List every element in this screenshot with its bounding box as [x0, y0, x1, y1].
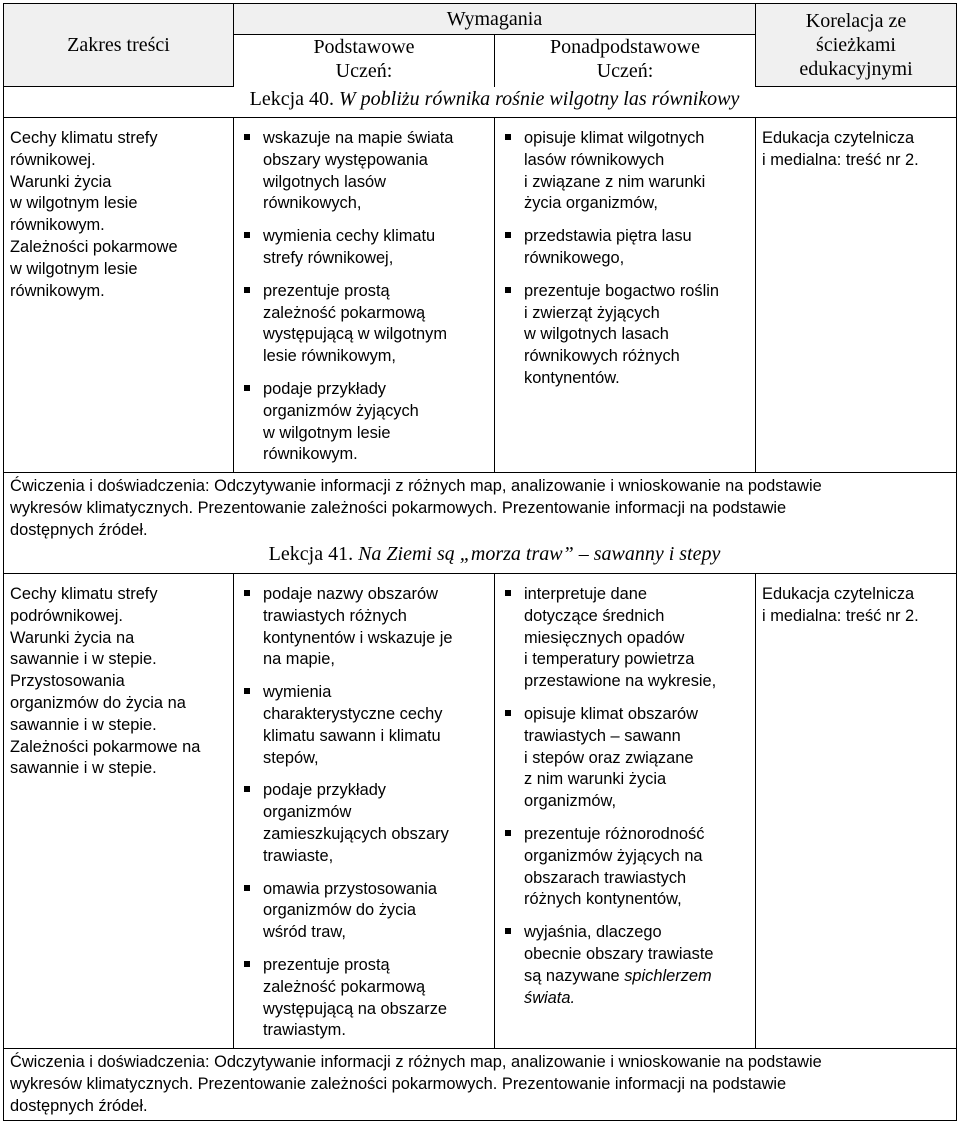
header-ponadpodstawowe-line: Uczeń: [596, 60, 654, 82]
requirement-line: dotyczące średnich [524, 606, 665, 625]
requirement-line: i zwierząt żyjących [524, 303, 660, 322]
lesson-title-spacer [756, 87, 957, 118]
lesson-number: Lekcja 40. [249, 87, 335, 110]
requirement-line: przestawione na wykresie, [524, 672, 717, 691]
header-wymagania [234, 4, 756, 35]
bullet-square-icon [244, 134, 250, 140]
zakres-tresci-cell [4, 118, 234, 473]
requirement-item [240, 128, 488, 215]
requirement-line: życia organizmów, [524, 194, 658, 213]
bullet-square-icon [505, 287, 511, 293]
header-zakres-label: Zakres treści [67, 34, 170, 56]
korelacja-cell [756, 574, 957, 1049]
requirement-item [240, 780, 488, 867]
requirement-item [501, 128, 749, 215]
bullet-square-icon [244, 786, 250, 792]
header-korelacja-line: Korelacja ze [805, 10, 907, 32]
zakres-line: równikowym. [10, 216, 105, 235]
header-podstawowe [234, 35, 495, 87]
ponadpodstawowe-cell [495, 118, 756, 473]
korelacja-line: i medialna: treść nr 2. [762, 150, 919, 169]
zakres-line: sawannie i w stepie. [10, 715, 157, 734]
requirement-line: lesie równikowym, [263, 347, 396, 366]
requirement-item [240, 281, 488, 368]
bullet-square-icon [244, 885, 250, 891]
requirement-line: z nim warunki życia [524, 770, 667, 789]
zakres-line: sawannie i w stepie. [10, 650, 157, 669]
zakres-line: Cechy klimatu strefy [10, 585, 158, 604]
exercises-line: Ćwiczenia i doświadczenia: Odczytywanie informacji z różnych map, analizowanie i wnioskowanie na podstawie [10, 1053, 822, 1072]
ponadpodstawowe-cell [495, 574, 756, 1049]
requirement-line: występującą na obszarze [263, 999, 448, 1018]
requirement-line: wymienia [263, 683, 332, 702]
requirement-item [240, 379, 488, 466]
bullet-square-icon [505, 232, 511, 238]
requirement-line: obszarach trawiastych [524, 868, 687, 887]
lesson-content-row [4, 574, 957, 1049]
requirement-item [501, 824, 749, 911]
exercises-cell [4, 1049, 957, 1120]
lesson-title [234, 87, 756, 118]
requirement-line: omawia przystosowania [263, 879, 437, 898]
requirement-item [501, 704, 749, 813]
requirement-line: klimatu sawann i klimatu [263, 726, 441, 745]
lesson-content-row [4, 118, 957, 473]
requirement-line: lasów równikowych [524, 150, 665, 169]
bullet-square-icon [505, 710, 511, 716]
requirement-line: są nazywane spichlerzem [524, 966, 712, 985]
zakres-line: Przystosowania [10, 672, 125, 691]
header-korelacja [756, 4, 957, 87]
korelacja-line: Edukacja czytelnicza [762, 585, 915, 604]
requirement-line: podaje nazwy obszarów [263, 585, 438, 604]
requirement-item [240, 682, 488, 769]
requirement-line: i temperatury powietrza [524, 650, 695, 669]
requirement-line: wśród traw, [263, 923, 346, 942]
bullet-square-icon [505, 830, 511, 836]
requirement-line: wskazuje na mapie świata [263, 129, 454, 147]
exercises-line: dostępnych źródeł. [10, 1096, 148, 1115]
zakres-line: Zależności pokarmowe [10, 237, 178, 256]
lesson-title [234, 544, 756, 574]
requirement-line: organizmów żyjących [263, 401, 419, 420]
requirement-item [240, 584, 488, 671]
requirement-line: równikowych różnych [524, 347, 680, 366]
podstawowe-cell [234, 118, 495, 473]
header-row-1 [4, 4, 957, 35]
requirement-line: równikowym. [263, 445, 358, 464]
zakres-line: Zależności pokarmowe na [10, 737, 201, 756]
requirement-line: i związane z nim warunki [524, 172, 706, 191]
header-podstawowe-line: Uczeń: [335, 60, 393, 82]
podstawowe-cell [234, 574, 495, 1049]
ponadpodstawowe-list [495, 574, 755, 1015]
requirement-item [501, 281, 749, 390]
requirement-line: organizmów [263, 803, 352, 822]
requirement-line: organizmów do życia [263, 901, 417, 920]
exercises-line: dostępnych źródeł. [10, 520, 148, 539]
lesson-title-row [4, 544, 957, 574]
requirement-item [240, 226, 488, 270]
bullet-square-icon [505, 928, 511, 934]
bullet-square-icon [244, 961, 250, 967]
bullet-square-icon [244, 688, 250, 694]
requirement-item [240, 955, 488, 1042]
requirement-item [501, 922, 749, 1009]
header-ponadpodstawowe [495, 35, 756, 87]
requirement-line: różnych kontynentów, [524, 890, 682, 909]
requirement-line: organizmów, [524, 792, 617, 811]
lesson-topic: W pobliżu równika rośnie wilgotny las równikowy [339, 87, 740, 110]
zakres-line: w wilgotnym lesie [10, 259, 138, 278]
zakres-line: równikowym. [10, 281, 105, 300]
exercises-line: wykresów klimatycznych. Prezentowanie zależności pokarmowych. Prezentowanie informacji na podstawie [10, 1074, 787, 1093]
requirement-line: zależność pokarmową [263, 977, 426, 996]
requirement-line: opisuje klimat obszarów [524, 705, 698, 724]
requirement-line: wymienia cechy klimatu [263, 227, 436, 246]
zakres-line: równikowej. [10, 150, 96, 169]
zakres-tresci-cell [4, 574, 234, 1049]
zakres-line: Warunki życia [10, 172, 112, 191]
zakres-line: podrównikowej. [10, 606, 123, 625]
requirement-line: występującą w wilgotnym [263, 325, 448, 344]
header-zakres [4, 4, 234, 87]
requirement-item [501, 226, 749, 270]
podstawowe-list [234, 118, 494, 472]
exercises-row [4, 1049, 957, 1120]
bullet-square-icon [244, 287, 250, 293]
korelacja-line: Edukacja czytelnicza [762, 129, 915, 147]
requirement-line: równikowego, [524, 248, 625, 267]
requirement-line: prezentuje bogactwo roślin [524, 281, 719, 300]
lesson-title-spacer [4, 87, 234, 118]
requirement-line: trawiastych – sawann [524, 726, 681, 745]
lesson-number: Lekcja 41. [268, 542, 354, 565]
requirement-line: charakterystyczne cechy [263, 705, 443, 724]
lesson-title-spacer [756, 544, 957, 574]
bullet-square-icon [244, 590, 250, 596]
requirement-line: zamieszkujących obszary [263, 825, 449, 844]
header-korelacja-line: ścieżkami [816, 34, 896, 56]
zakres-line: sawannie i w stepie. [10, 759, 157, 778]
requirement-line: obecnie obszary trawiaste [524, 945, 714, 963]
requirement-line: prezentuje prostą [263, 281, 390, 300]
requirement-line: prezentuje różnorodność [524, 825, 705, 844]
requirement-line: kontynentów i wskazuje je [263, 628, 453, 647]
lesson-topic: Na Ziemi są „morza traw” – sawanny i stepy [358, 542, 721, 565]
exercises-row [4, 473, 957, 544]
bullet-square-icon [244, 385, 250, 391]
zakres-line: Cechy klimatu strefy [10, 129, 158, 147]
requirement-line: na mapie, [263, 650, 335, 669]
curriculum-table [3, 3, 957, 1121]
exercises-cell [4, 473, 957, 544]
requirement-line: podaje przykłady [263, 781, 387, 800]
requirement-line: strefy równikowej, [263, 248, 394, 267]
requirement-line: trawiaste, [263, 846, 334, 865]
korelacja-cell [756, 118, 957, 473]
header-korelacja-line: edukacyjnymi [799, 58, 913, 80]
requirement-line: w wilgotnym lesie [263, 423, 391, 442]
requirement-line: interpretuje dane [524, 585, 648, 604]
requirement-line: podaje przykłady [263, 379, 387, 398]
header-ponadpodstawowe-line: Ponadpodstawowe [550, 36, 700, 58]
zakres-line: organizmów do życia na [10, 694, 186, 713]
requirement-item [501, 584, 749, 693]
requirement-line: i stepów oraz związane [524, 748, 694, 767]
requirement-line: prezentuje prostą [263, 956, 390, 974]
bullet-square-icon [505, 134, 511, 140]
zakres-line: w wilgotnym lesie [10, 194, 138, 213]
requirement-line: kontynentów. [524, 368, 620, 387]
requirement-line: zależność pokarmową [263, 303, 426, 322]
lesson-title-spacer [4, 544, 234, 574]
bullet-square-icon [505, 590, 511, 596]
requirement-line: trawiastym. [263, 1021, 346, 1040]
bullet-square-icon [244, 232, 250, 238]
podstawowe-list [234, 574, 494, 1048]
requirement-line: trawiastych różnych [263, 606, 407, 625]
exercises-line: wykresów klimatycznych. Prezentowanie zależności pokarmowych. Prezentowanie informacji na podstawie [10, 498, 787, 517]
requirement-line: wyjaśnia, dlaczego [524, 923, 662, 942]
requirement-line: opisuje klimat wilgotnych [524, 129, 705, 147]
header-podstawowe-line: Podstawowe [313, 36, 415, 58]
requirement-line: w wilgotnych lasach [524, 325, 669, 344]
requirement-line: przedstawia piętra lasu [524, 227, 692, 246]
exercises-line: Ćwiczenia i doświadczenia: Odczytywanie informacji z różnych map, analizowanie i wnioskowanie na podstawie [10, 477, 822, 496]
requirement-line: równikowych, [263, 194, 362, 213]
requirement-line: stepów, [263, 748, 319, 767]
header-wymagania-label: Wymagania [446, 8, 543, 30]
lesson-title-row [4, 87, 957, 118]
requirement-line: obszary występowania [263, 150, 428, 169]
ponadpodstawowe-list [495, 118, 755, 396]
requirement-line: świata. [524, 988, 576, 1007]
requirement-line: miesięcznych opadów [524, 628, 685, 647]
korelacja-line: i medialna: treść nr 2. [762, 606, 919, 625]
requirement-line: wilgotnych lasów [263, 172, 386, 191]
zakres-line: Warunki życia na [10, 628, 135, 647]
requirement-item [240, 879, 488, 944]
requirement-line: organizmów żyjących na [524, 846, 703, 865]
